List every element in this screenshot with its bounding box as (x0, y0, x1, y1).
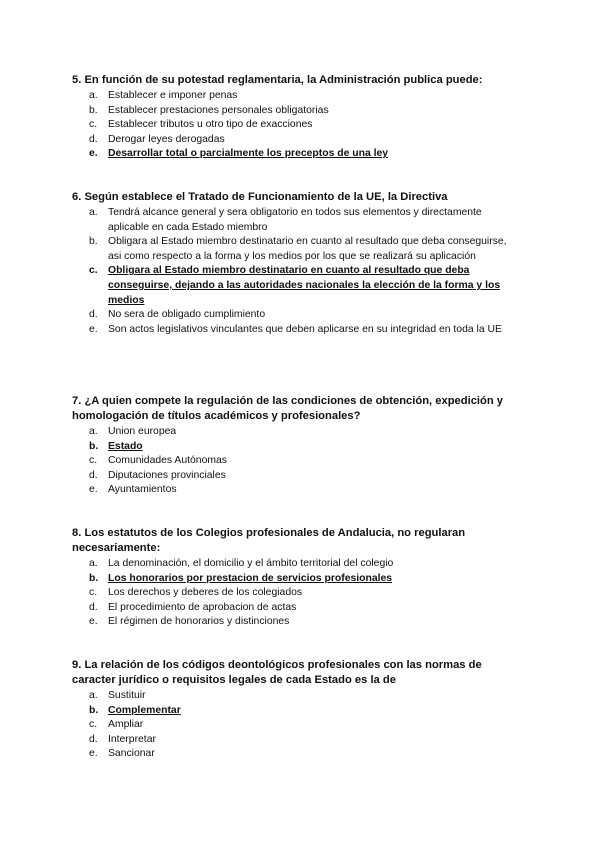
option-e: e. Sancionar (89, 748, 155, 760)
question-title: 7. ¿A quien compete la regulación de las condiciones de obtención, expedición y homologación de títulos académicos y profesionales? (72, 395, 504, 422)
question-9 (72, 658, 522, 762)
question-8 (72, 526, 522, 630)
option-e-correct: e. Desarrollar total o parcialmente los preceptos de una ley (89, 148, 389, 160)
option-d: d. Diputaciones provinciales (89, 469, 226, 481)
option-d: d. El procedimiento de aprobacion de actas (89, 601, 297, 613)
option-e: e. Son actos legislativos vinculantes que deben aplicarse en su integridad en toda la UE (89, 323, 502, 335)
question-7 (72, 394, 522, 498)
options-list (72, 557, 522, 630)
option-b-correct: b. Complementar (89, 704, 181, 716)
option-a: a. Union europea (89, 426, 177, 437)
question-title: 8. Los estatutos de los Colegios profesionales de Andalucia, no regularan necesariamente: (72, 527, 466, 554)
question-title: 9. La relación de los códigos deontológicos profesionales con las normas de caracter jurídico o requisitos legales de cada Estado es la de (72, 659, 482, 686)
option-c: c. Ampliar (89, 719, 144, 731)
option-a: a. Establecer e imponer penas (89, 90, 238, 101)
option-e: e. El régimen de honorarios y distinciones (89, 616, 290, 628)
options-list (72, 689, 522, 762)
option-c: c. Establecer tributos u otro tipo de exacciones (89, 119, 313, 131)
option-c: c. Los derechos y deberes de los colegiados (89, 587, 303, 599)
question-6 (72, 190, 522, 337)
option-d: d. Interpretar (89, 733, 156, 745)
options-list (72, 206, 522, 337)
question-title: 5. En función de su potestad reglamentaria, la Administración publica puede: (72, 74, 483, 86)
question-title: 6. Según establece el Tratado de Funcionamiento de la UE, la Directiva (72, 191, 448, 203)
option-a: a. Tendrá alcance general y sera obligatorio en todos sus elementos y directamente aplicable en cada Estado miembro (89, 207, 482, 233)
option-c-correct: c. Obligara al Estado miembro destinatario en cuanto al resultado que deba conseguirse, dejando a las autoridades nacionales la elección de la forma y los medios (89, 265, 501, 306)
option-d: d. No sera de obligado cumplimiento (89, 309, 266, 321)
option-a: a. Sustituir (89, 690, 146, 701)
options-list (72, 89, 522, 162)
option-b: b. Establecer prestaciones personales obligatorias (89, 104, 329, 116)
option-b: b. Obligara al Estado miembro destinatario en cuanto al resultado que deba conseguirse, asi como respecto a la forma y los medios por los que se realizará su aplicación (89, 236, 507, 262)
option-b-correct: b. Estado (89, 440, 143, 452)
option-d: d. Derogar leyes derogadas (89, 133, 225, 145)
option-e: e. Ayuntamientos (89, 484, 177, 496)
option-a: a. La denominación, el domicilio y el ámbito territorial del colegio (89, 558, 394, 569)
question-5 (72, 73, 522, 162)
options-list (72, 425, 522, 498)
option-b-correct: b. Los honorarios por prestacion de servicios profesionales (89, 572, 393, 584)
option-c: c. Comunidades Autónomas (89, 455, 227, 467)
